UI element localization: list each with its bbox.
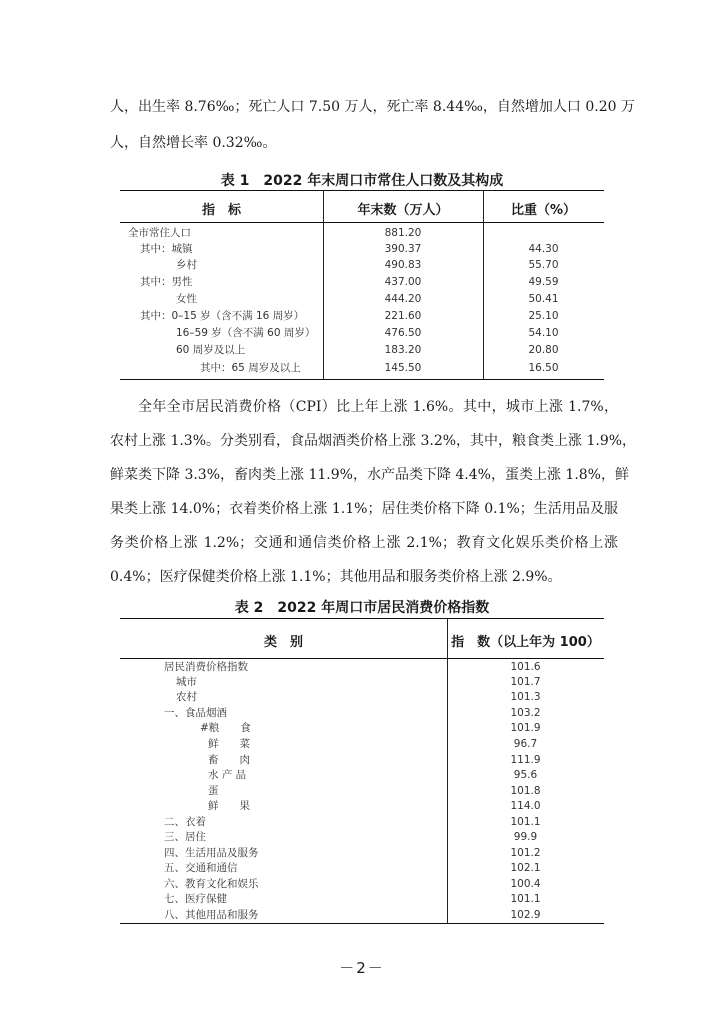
row-label: #粮 食 bbox=[200, 722, 251, 734]
table2-header-rule bbox=[120, 658, 604, 659]
row-value: 183.20 bbox=[384, 344, 422, 356]
row-label: 三、居住 bbox=[164, 831, 206, 843]
cpi-line: 鲜菜类下降 3.3%，畜肉类上涨 11.9%，水产品类下降 4.4%，蛋类上涨 1.8%，鲜 bbox=[110, 467, 629, 483]
table1-bottom-rule bbox=[120, 379, 604, 380]
row-value: 101.7 bbox=[510, 676, 541, 688]
row-label: 农村 bbox=[176, 691, 197, 703]
row-share: 55.70 bbox=[528, 259, 559, 271]
row-value: 101.2 bbox=[510, 847, 541, 859]
table-row bbox=[120, 830, 604, 844]
table2-bottom-rule bbox=[120, 923, 604, 924]
row-label: 五、交通和通信 bbox=[164, 862, 238, 874]
row-value: 101.9 bbox=[510, 722, 541, 734]
table-row bbox=[120, 892, 604, 906]
row-value: 96.7 bbox=[513, 738, 538, 750]
cpi-line: 0.4%；医疗保健类价格上涨 1.1%；其他用品和服务类价格上涨 2.9%。 bbox=[110, 569, 562, 585]
cpi-line: 果类上涨 14.0%；衣着类价格上涨 1.1%；居住类价格下降 0.1%；生活用品及服 bbox=[110, 501, 618, 517]
row-value: 114.0 bbox=[510, 800, 541, 812]
row-value: 99.9 bbox=[513, 831, 538, 843]
table-row bbox=[120, 784, 604, 798]
table-row bbox=[120, 908, 604, 922]
cpi-line: 务类价格上涨 1.2%；交通和通信类价格上涨 2.1%；教育文化娱乐类价格上涨 bbox=[110, 535, 618, 551]
table-row bbox=[120, 242, 604, 256]
row-label: 一、食品烟酒 bbox=[164, 707, 227, 719]
table1-header-yearend: 年末数（万人） bbox=[357, 203, 449, 218]
row-label: 城市 bbox=[176, 676, 197, 688]
table1-caption: 表 1 2022 年末周口市常住人口数及其构成 bbox=[220, 173, 504, 189]
table2-header-index: 指 数（以上年为 100） bbox=[451, 635, 600, 650]
row-label: 其中：65 周岁及以上 bbox=[200, 362, 301, 374]
row-label: 鲜 果 bbox=[208, 800, 250, 812]
row-value: 437.00 bbox=[384, 276, 422, 288]
row-value: 390.37 bbox=[384, 243, 422, 255]
row-value: 476.50 bbox=[384, 327, 422, 339]
row-label: 二、衣着 bbox=[164, 816, 206, 828]
row-label: 蛋 bbox=[208, 785, 219, 797]
table1-header-rule bbox=[120, 222, 604, 223]
row-value: 101.3 bbox=[510, 691, 541, 703]
row-label: 水 产 品 bbox=[208, 769, 247, 781]
table-row bbox=[120, 737, 604, 751]
row-label: 居民消费价格指数 bbox=[164, 661, 248, 673]
table1-top-rule bbox=[120, 190, 604, 191]
row-share: 25.10 bbox=[528, 310, 559, 322]
row-share: 50.41 bbox=[528, 293, 559, 305]
table-row bbox=[120, 660, 604, 674]
row-value: 881.20 bbox=[384, 227, 422, 239]
row-label: 畜 肉 bbox=[208, 754, 250, 766]
intro-line: 人，自然增长率 0.32‰。 bbox=[110, 135, 277, 151]
row-value: 102.1 bbox=[510, 862, 541, 874]
row-share: 54.10 bbox=[528, 327, 559, 339]
row-share: 20.80 bbox=[528, 344, 559, 356]
row-value: 100.4 bbox=[510, 878, 541, 890]
row-share: 49.59 bbox=[528, 276, 559, 288]
row-label: 四、生活用品及服务 bbox=[164, 847, 259, 859]
table-row bbox=[120, 326, 604, 340]
row-value: 444.20 bbox=[384, 293, 422, 305]
page-number: －2－ bbox=[339, 959, 385, 977]
row-label: 乡村 bbox=[176, 259, 197, 271]
table-row bbox=[120, 815, 604, 829]
table2 bbox=[120, 618, 604, 924]
table-row bbox=[120, 675, 604, 689]
table-row bbox=[120, 721, 604, 735]
row-value: 101.1 bbox=[510, 893, 541, 905]
table-row bbox=[120, 706, 604, 720]
row-value: 221.60 bbox=[384, 310, 422, 322]
intro-line: 人，出生率 8.76‰；死亡人口 7.50 万人，死亡率 8.44‰，自然增加人口 0.20 万 bbox=[110, 99, 635, 115]
row-label: 60 周岁及以上 bbox=[176, 344, 246, 356]
row-value: 102.9 bbox=[510, 909, 541, 921]
table-row bbox=[120, 690, 604, 704]
row-label: 其中：0–15 岁（含不满 16 周岁） bbox=[140, 310, 305, 322]
row-value: 101.1 bbox=[510, 816, 541, 828]
row-share: 44.30 bbox=[528, 243, 559, 255]
row-value: 101.8 bbox=[510, 785, 541, 797]
table-row bbox=[120, 861, 604, 875]
table-row bbox=[120, 799, 604, 813]
table2-top-rule bbox=[120, 618, 604, 619]
row-label: 六、教育文化和娱乐 bbox=[164, 878, 259, 890]
table-row bbox=[120, 846, 604, 860]
table-row bbox=[120, 226, 604, 240]
row-label: 八、其他用品和服务 bbox=[164, 909, 259, 921]
table-row bbox=[120, 275, 604, 289]
row-label: 全市常住人口 bbox=[128, 227, 191, 239]
row-label: 七、医疗保健 bbox=[164, 893, 227, 905]
table-row bbox=[120, 343, 604, 357]
row-share: 16.50 bbox=[528, 362, 559, 374]
row-label: 鲜 菜 bbox=[208, 738, 250, 750]
row-value: 103.2 bbox=[510, 707, 541, 719]
cpi-line: 全年全市居民消费价格（CPI）比上年上涨 1.6%。其中，城市上涨 1.7%， bbox=[138, 399, 618, 415]
table-row bbox=[120, 258, 604, 272]
row-label: 女性 bbox=[176, 293, 197, 305]
table1 bbox=[120, 190, 604, 380]
table2-caption: 表 2 2022 年周口市居民消费价格指数 bbox=[234, 600, 490, 616]
table-row bbox=[120, 361, 604, 375]
table-row bbox=[120, 309, 604, 323]
row-value: 101.6 bbox=[510, 661, 541, 673]
table2-header-category: 类 别 bbox=[263, 635, 303, 650]
table1-header-share: 比重（%） bbox=[510, 203, 577, 218]
row-value: 95.6 bbox=[513, 769, 538, 781]
row-label: 其中：男性 bbox=[140, 276, 193, 288]
row-value: 111.9 bbox=[510, 754, 541, 766]
table-row bbox=[120, 292, 604, 306]
table1-header-indicator: 指 标 bbox=[201, 203, 241, 218]
row-value: 490.83 bbox=[384, 259, 422, 271]
table-row bbox=[120, 768, 604, 782]
row-label: 16–59 岁（含不满 60 周岁） bbox=[176, 327, 316, 339]
table-row bbox=[120, 877, 604, 891]
row-label: 其中：城镇 bbox=[140, 243, 193, 255]
row-value: 145.50 bbox=[384, 362, 422, 374]
table-row bbox=[120, 753, 604, 767]
cpi-line: 农村上涨 1.3%。分类别看，食品烟酒类价格上涨 3.2%，其中，粮食类上涨 1.9%， bbox=[110, 433, 637, 449]
